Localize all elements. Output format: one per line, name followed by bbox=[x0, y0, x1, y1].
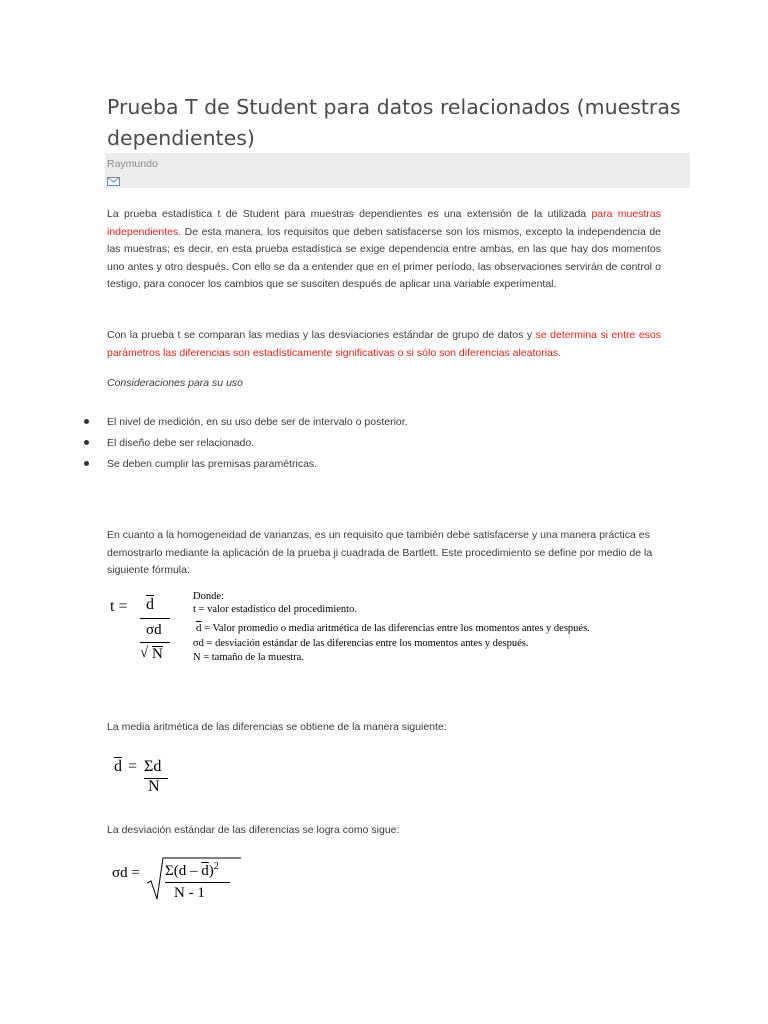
list-item-text: El nivel de medición, en su uso debe ser de intervalo o posterior. bbox=[107, 416, 408, 428]
mean-paragraph: La media aritmética de las diferencias se obtiene de la manera siguiente: bbox=[107, 721, 447, 733]
author-name[interactable]: Raymundo bbox=[107, 158, 158, 170]
formula-stddev bbox=[112, 855, 237, 905]
comparison-paragraph bbox=[107, 327, 661, 362]
definitions-heading: Donde: bbox=[193, 591, 224, 602]
formula-mean-lhs: $\overline{d}$ bbox=[114, 758, 122, 775]
bullet-icon bbox=[84, 461, 89, 466]
definition-d-symbol: $\overline{d}$ bbox=[196, 622, 202, 634]
list-item-text: El diseño debe ser relacionado. bbox=[107, 437, 255, 449]
list-item-text: Se deben cumplir las premisas paramétricas. bbox=[107, 458, 318, 470]
formula-mean bbox=[114, 756, 174, 796]
definition-d bbox=[193, 622, 590, 636]
formula-stddev-num-a: Σ(d – bbox=[165, 863, 202, 879]
link-muestras-independientes[interactable]: para muestras independientes bbox=[107, 208, 661, 238]
bullet-icon bbox=[84, 440, 89, 445]
definitions-block bbox=[193, 591, 590, 665]
subheading-considerations: Consideraciones para su uso bbox=[107, 377, 243, 389]
author-bar bbox=[105, 153, 690, 188]
definition-sd: σd = desviación estándar de las diferencias entre los momentos antes y después. bbox=[193, 637, 529, 649]
formula-t bbox=[110, 593, 190, 668]
bullet-icon bbox=[84, 419, 89, 424]
formula-stddev-num-b: ) bbox=[208, 863, 214, 879]
definition-d-text: = Valor promedio o media aritmética de las diferencias entre los momentos antes y después. bbox=[201, 623, 590, 634]
sqrt-icon: √ bbox=[140, 645, 149, 661]
formula-t-sigma: σd bbox=[146, 622, 162, 638]
formula-t-n: N bbox=[152, 646, 163, 662]
intro-text-a: La prueba estadística t de Student para muestras dependientes es una extensión de la utilizada bbox=[107, 208, 592, 220]
formula-mean-equals: = bbox=[124, 758, 142, 775]
formula-stddev-num-bar: $\overline{d}$ bbox=[201, 863, 209, 879]
stddev-paragraph: La desviación estándar de las diferencias se logra como sigue: bbox=[107, 824, 400, 836]
formula-t-numerator: $\overline{d}$ bbox=[146, 596, 154, 613]
definition-t: t = valor estadístico del procedimiento. bbox=[193, 603, 357, 615]
page-title: Prueba T de Student para datos relacionados (muestras dependientes) bbox=[107, 95, 681, 150]
comparison-highlight: se determina si entre esos parámetros las diferencias son estadísticamente significativas o si sólo son diferencias aleatorias. bbox=[107, 329, 661, 359]
definition-n: N = tamaño de la muestra. bbox=[193, 652, 304, 663]
formula-t-fraction-line bbox=[140, 618, 170, 619]
mail-icon[interactable] bbox=[107, 173, 120, 182]
formula-t-inner-line bbox=[140, 642, 170, 643]
intro-paragraph bbox=[107, 206, 661, 294]
formula-stddev-exponent: 2 bbox=[213, 861, 219, 872]
formula-stddev-lhs: σd = bbox=[112, 865, 140, 881]
formula-stddev-numerator bbox=[165, 861, 219, 880]
formula-stddev-fraction-line bbox=[165, 882, 230, 883]
formula-mean-numerator: Σd bbox=[144, 758, 162, 775]
homogeneity-paragraph: En cuanto a la homogeneidad de varianzas, es un requisito que también debe satisfacerse y una manera práctica es demostrarlo mediante la aplicación de la prueba ji cuadrada de Bartlett. Este procedimiento se define por medio de la siguiente fórmula: bbox=[107, 529, 653, 576]
formula-t-lhs: t = bbox=[110, 598, 128, 615]
formula-stddev-denominator: N - 1 bbox=[174, 885, 205, 901]
formula-mean-denominator: N bbox=[148, 778, 160, 795]
comparison-text: Con la prueba t se comparan las medias y las desviaciones estándar de grupo de datos y bbox=[107, 329, 536, 341]
intro-text-b: . De esta manera, los requisitos que deben satisfacerse son los mismos, excepto la independencia de las muestras; es decir, en esta prueba estadística se exige dependencia entre ambas, en las que hay dos momentos uno antes y otro después. Con ello se da a entender que en el primer período, las observaciones servirán de control o testigo, para conocer los cambios que se susciten después de aplicar una variable experimental. bbox=[107, 225, 661, 290]
